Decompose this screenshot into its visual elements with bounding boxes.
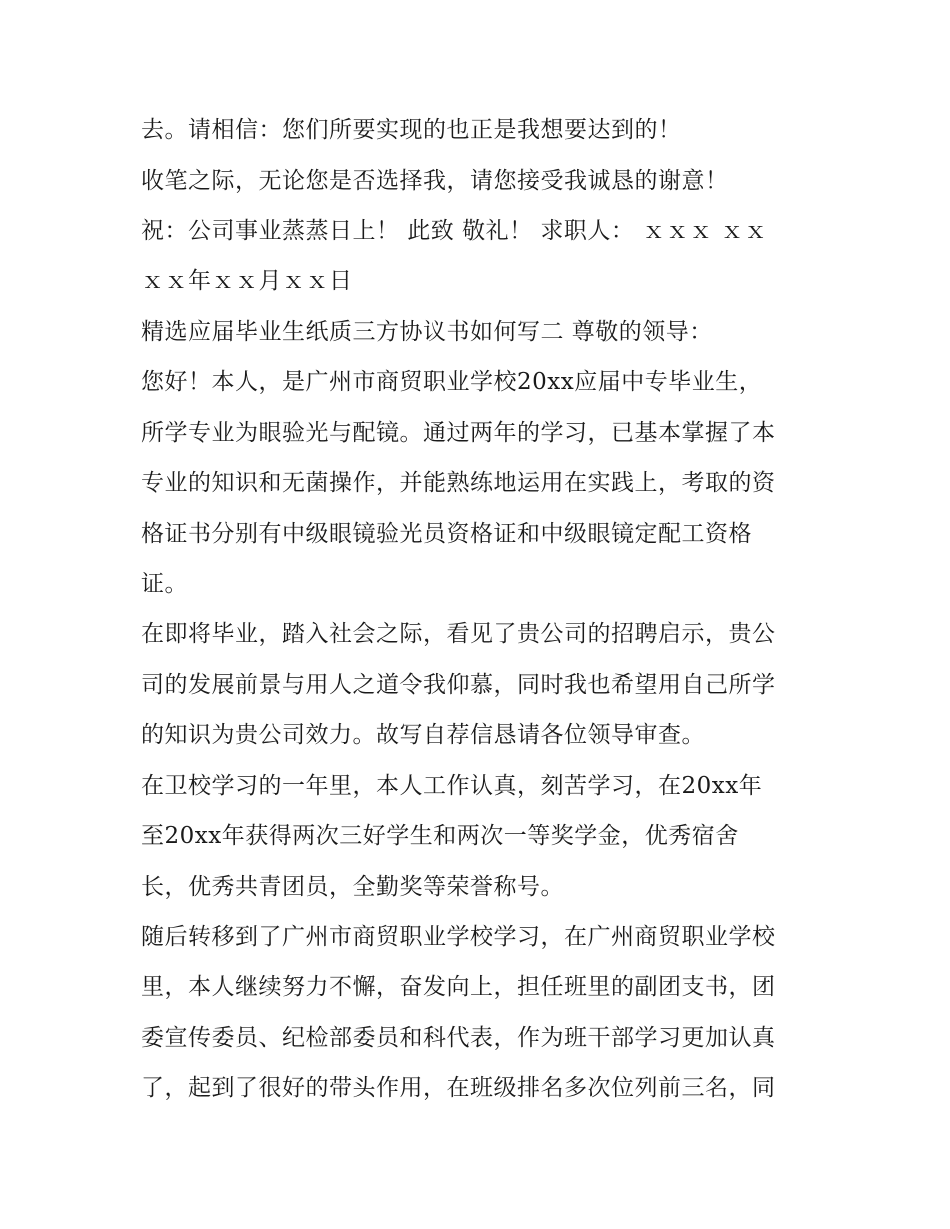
text-line: 您好！本人，是广州市商贸职业学校20xx应届中专毕业生，	[141, 369, 763, 395]
section-title: 精选应届毕业生纸质三方协议书如何写二 尊敬的领导：	[141, 319, 713, 345]
date-line: ｘｘ年ｘｘ月ｘｘ日	[141, 268, 353, 294]
text-line: 证。	[141, 571, 188, 597]
text-line: 司的发展前景与用人之道令我仰慕，同时我也希望用自己所学	[141, 672, 776, 698]
text-line: 祝：公司事业蒸蒸日上！ 此致 敬礼！ 求职人： ｘｘｘ ｘｘ	[141, 218, 768, 244]
text-line: 的知识为贵公司效力。故写自荐信恳请各位领导审查。	[141, 722, 705, 748]
text-line: 收笔之际，无论您是否选择我，请您接受我诚恳的谢意！	[141, 168, 729, 194]
text-line: 里，本人继续努力不懈，奋发向上，担任班里的副团支书，团	[141, 974, 776, 1000]
text-line: 长，优秀共青团员，全勤奖等荣誉称号。	[141, 874, 564, 900]
text-line: 在即将毕业，踏入社会之际，看见了贵公司的招聘启示，贵公	[141, 621, 776, 647]
text-line: 专业的知识和无菌操作，并能熟练地运用在实践上，考取的资	[141, 470, 776, 496]
text-line: 格证书分别有中级眼镜验光员资格证和中级眼镜定配工资格	[141, 521, 752, 547]
text-line: 了，起到了很好的带头作用，在班级排名多次位列前三名，同	[141, 1075, 776, 1101]
text-line: 去。请相信：您们所要实现的也正是我想要达到的！	[141, 117, 682, 143]
text-line: 所学专业为眼验光与配镜。通过两年的学习，已基本掌握了本	[141, 420, 776, 446]
text-line: 随后转移到了广州市商贸职业学校学习，在广州商贸职业学校	[141, 924, 776, 950]
text-line: 委宣传委员、纪检部委员和科代表，作为班干部学习更加认真	[141, 1025, 776, 1051]
text-line: 在卫校学习的一年里，本人工作认真，刻苦学习，在20xx年	[141, 773, 763, 799]
text-line: 至20xx年获得两次三好学生和两次一等奖学金，优秀宿舍	[141, 823, 739, 849]
